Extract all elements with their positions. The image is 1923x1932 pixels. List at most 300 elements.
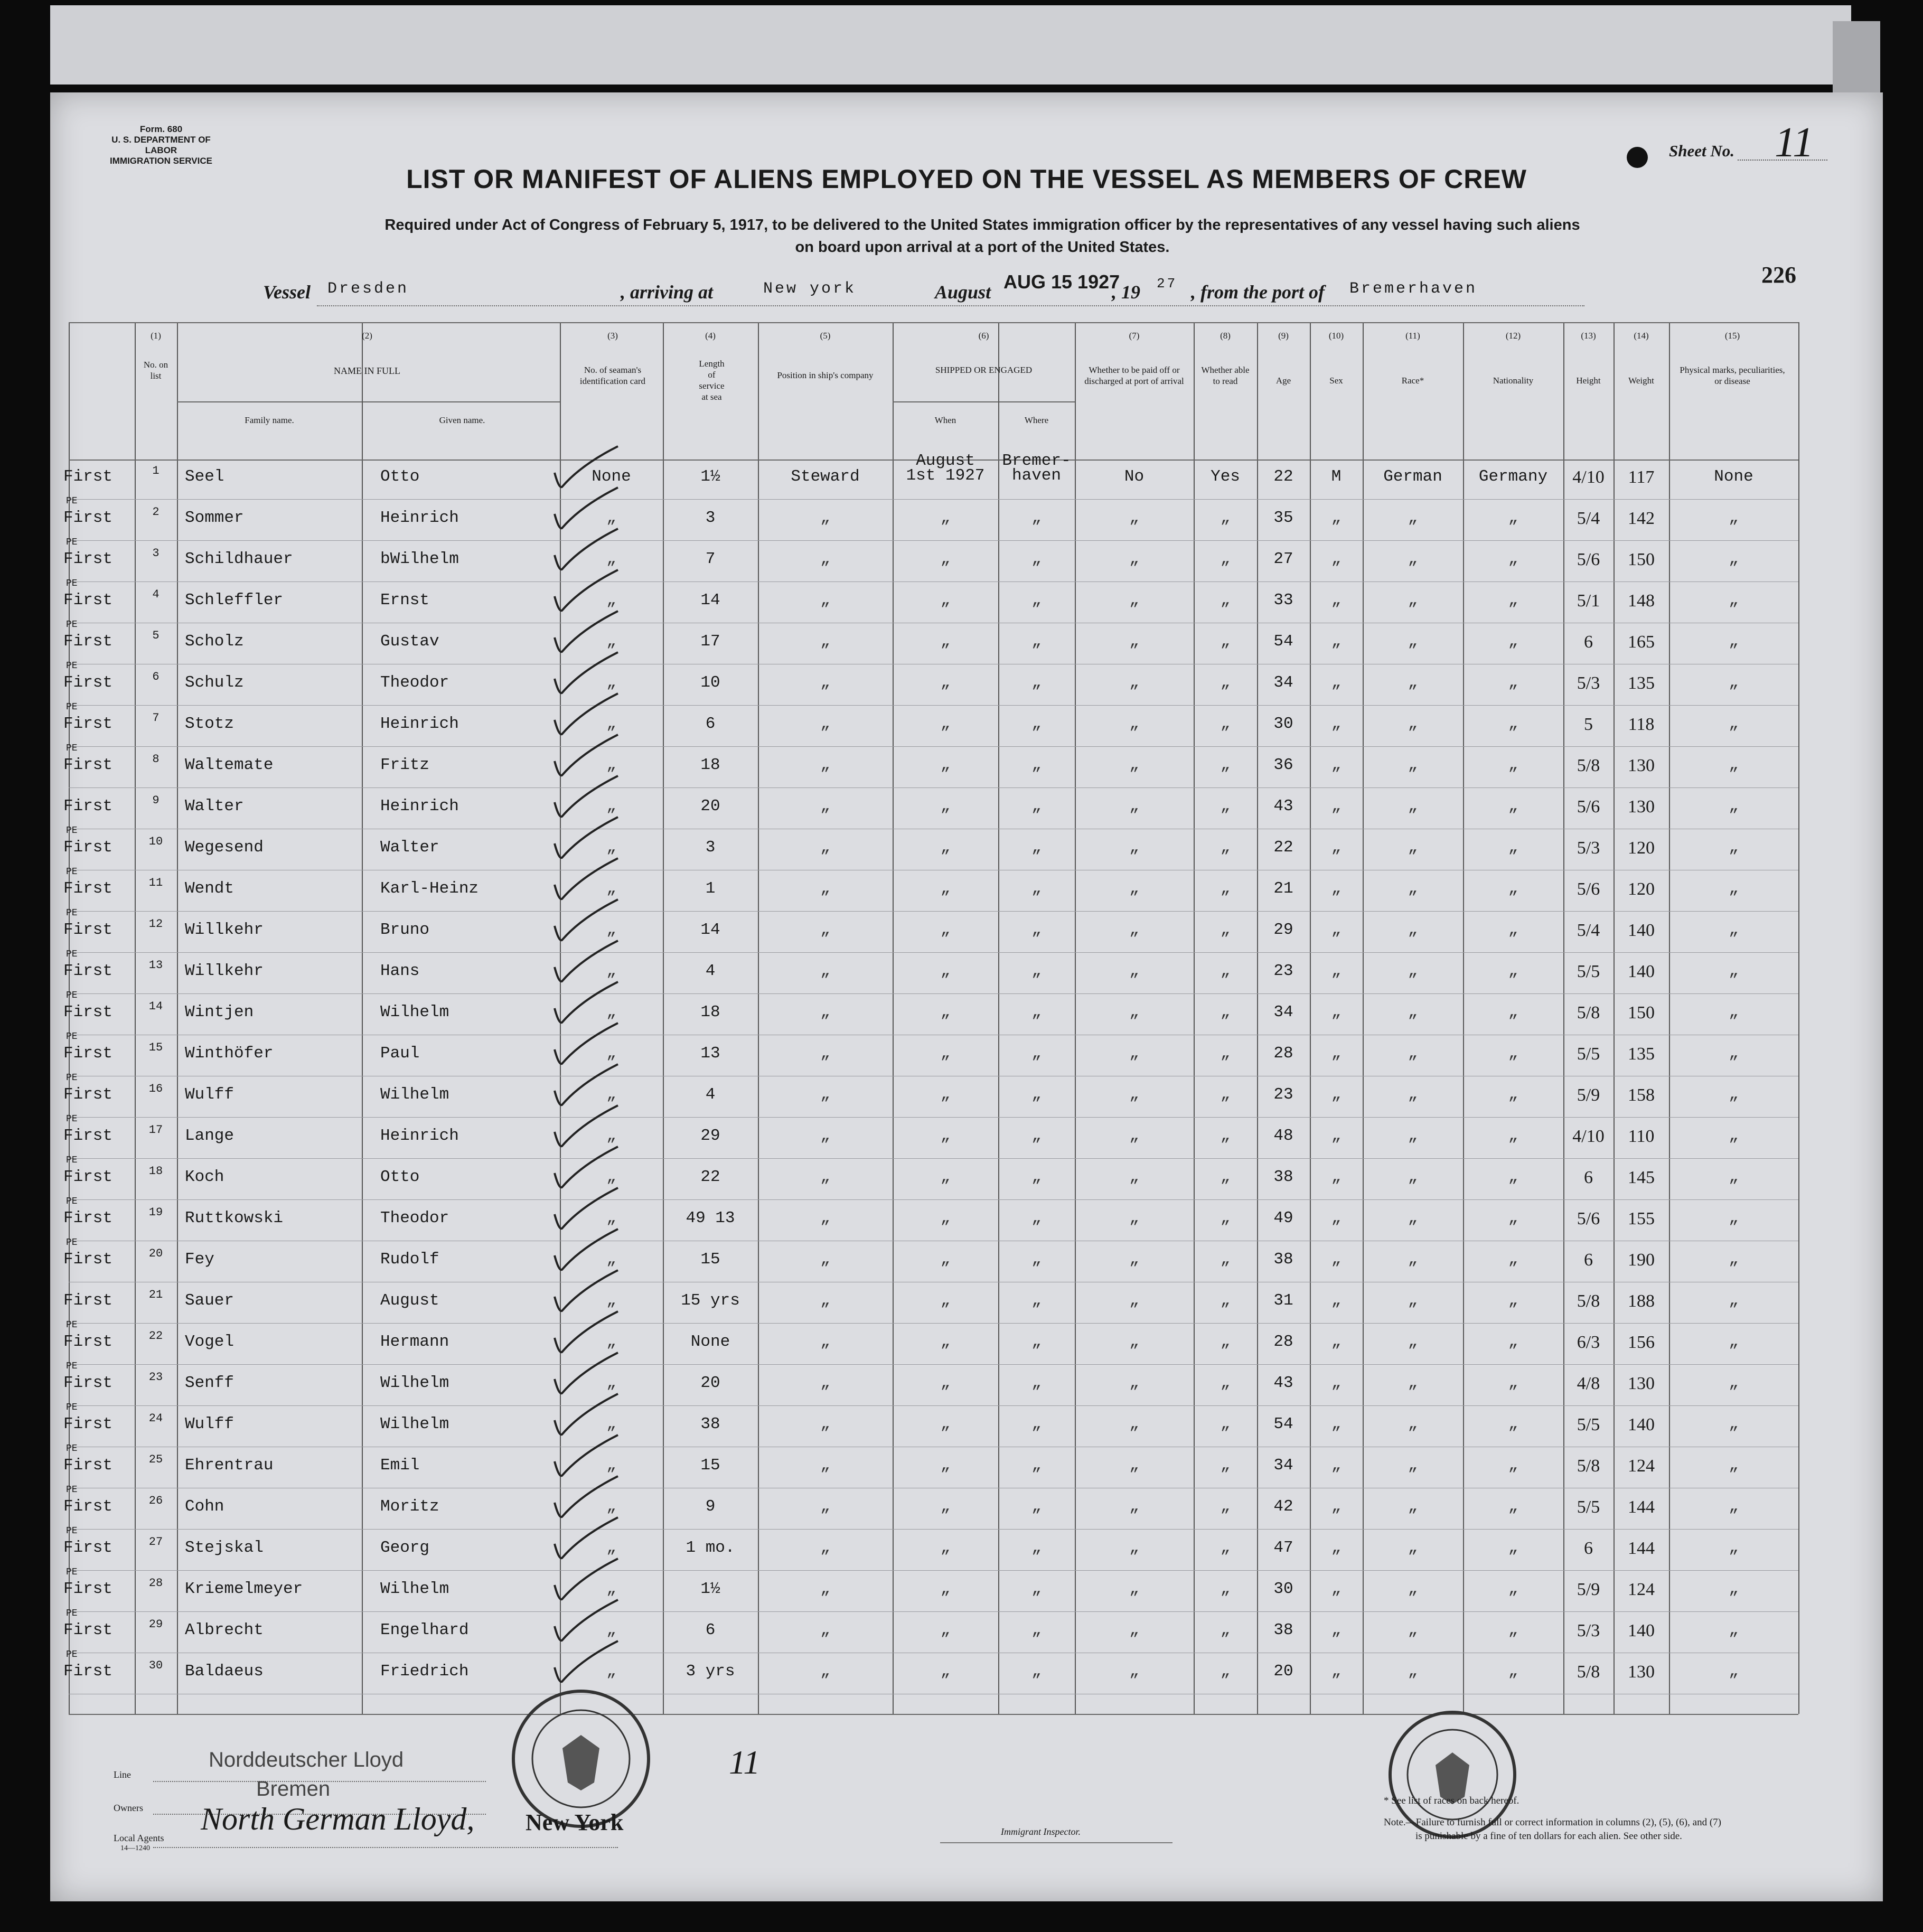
arriving-label: , arriving at: [621, 282, 714, 303]
id-card: „: [606, 1662, 616, 1681]
id-card: „: [606, 921, 616, 939]
position: „: [820, 550, 830, 568]
paid-off: „: [1129, 1127, 1139, 1145]
id-card: „: [606, 673, 616, 692]
check-mark-icon: [549, 938, 623, 986]
sex: „: [1331, 1209, 1342, 1227]
race: „: [1408, 1333, 1418, 1351]
given-name: Walter: [380, 838, 439, 857]
col5-number: (5): [820, 331, 831, 341]
able-to-read: „: [1220, 632, 1231, 651]
row-number: 28: [148, 1577, 163, 1590]
punch-hole-icon: [1627, 147, 1648, 168]
check-mark-icon: [549, 1020, 623, 1068]
family-name: Wintjen: [185, 1003, 254, 1021]
race: „: [1408, 962, 1418, 980]
class-cell: First: [63, 1127, 113, 1145]
sheet-number-value: 11: [1775, 119, 1814, 166]
weight: 140: [1628, 921, 1655, 940]
col5-label: Position in ship's company: [777, 370, 874, 380]
able-to-read: „: [1220, 1456, 1231, 1475]
class-cell: First: [63, 962, 113, 980]
pe-mark: PE: [66, 1155, 78, 1166]
pe-mark: PE: [66, 1485, 78, 1495]
able-to-read: „: [1220, 591, 1231, 609]
check-mark-icon: [549, 1432, 623, 1480]
check-mark-icon: [549, 608, 623, 656]
given-name: Wilhelm: [380, 1580, 449, 1598]
agents-code: 14—1240: [120, 1844, 150, 1852]
service-length: 15: [700, 1250, 720, 1269]
shipped-where: „: [1031, 1250, 1042, 1269]
nationality: „: [1508, 1003, 1518, 1021]
weight: 165: [1628, 632, 1655, 652]
physical-marks: „: [1729, 879, 1739, 898]
paid-off: „: [1129, 797, 1139, 815]
id-card: „: [606, 1085, 616, 1104]
race: „: [1408, 1085, 1418, 1104]
height: 5/8: [1577, 1662, 1600, 1682]
sex: „: [1331, 550, 1342, 568]
sex: „: [1331, 715, 1342, 733]
nationality: „: [1508, 1333, 1518, 1351]
id-card: „: [606, 756, 616, 774]
able-to-read: „: [1220, 1003, 1231, 1021]
nationality: „: [1508, 838, 1518, 857]
nationality: „: [1508, 591, 1518, 609]
pe-mark: PE: [66, 908, 78, 918]
col7-number: (7): [1129, 331, 1140, 341]
position: „: [820, 1333, 830, 1351]
paid-off: „: [1129, 1621, 1139, 1639]
family-name: Stotz: [185, 715, 234, 733]
row-number: 3: [152, 547, 160, 560]
class-cell: First: [63, 797, 113, 815]
class-cell: First: [63, 1497, 113, 1516]
paid-off: „: [1129, 1291, 1139, 1310]
shipped-when: „: [940, 1662, 951, 1681]
inspector-label: Immigrant Inspector.: [1001, 1826, 1081, 1837]
class-cell: First: [63, 1209, 113, 1227]
col6-when-label: When: [934, 415, 956, 425]
physical-marks: „: [1729, 1044, 1739, 1063]
able-to-read: „: [1220, 550, 1231, 568]
id-card: „: [606, 591, 616, 609]
id-card: „: [606, 1291, 616, 1310]
given-name: Hans: [380, 962, 420, 980]
sex: „: [1331, 632, 1342, 651]
physical-marks: „: [1729, 632, 1739, 651]
pe-mark: PE: [66, 1526, 78, 1536]
family-name: Ehrentrau: [185, 1456, 274, 1475]
age: 21: [1273, 879, 1293, 898]
shipped-where: „: [1031, 1456, 1042, 1475]
position: „: [820, 1085, 830, 1104]
nationality: „: [1508, 1415, 1518, 1433]
check-mark-icon: [549, 1144, 623, 1192]
class-cell: First: [63, 1003, 113, 1021]
col2-family-label: Family name.: [245, 415, 294, 425]
col8-number: (8): [1220, 331, 1231, 341]
id-card: „: [606, 1127, 616, 1145]
height: 5/8: [1577, 1456, 1600, 1476]
race: „: [1408, 632, 1418, 651]
shipped-where: „: [1031, 1539, 1042, 1557]
pe-mark: PE: [66, 620, 78, 630]
nationality: „: [1508, 632, 1518, 651]
col11-label: Race*: [1401, 376, 1424, 386]
row-rule: [69, 1611, 1798, 1612]
paid-off: „: [1129, 1374, 1139, 1392]
arrival-month: August: [935, 282, 991, 303]
paid-off: „: [1129, 673, 1139, 692]
check-mark-icon: [549, 1556, 623, 1603]
service-length: 9: [705, 1497, 716, 1516]
nationality: „: [1508, 1580, 1518, 1598]
check-mark-icon: [549, 979, 623, 1027]
weight: 144: [1628, 1497, 1655, 1517]
height: 5/3: [1577, 673, 1600, 693]
sex: „: [1331, 1580, 1342, 1598]
service-length: 3: [705, 509, 716, 527]
weight: 124: [1628, 1456, 1655, 1476]
service-length: 14: [700, 921, 720, 939]
line-value: Norddeutscher Lloyd: [209, 1748, 404, 1771]
position: „: [820, 1539, 830, 1557]
paid-off: „: [1129, 1456, 1139, 1475]
nationality: „: [1508, 1539, 1518, 1557]
row-rule: [69, 952, 1798, 953]
shipped-where: „: [1031, 1333, 1042, 1351]
sheet-number-label: Sheet No.: [1669, 142, 1734, 160]
weight: 135: [1628, 673, 1655, 693]
class-cell: First: [63, 673, 113, 692]
service-length: 17: [700, 632, 720, 651]
family-name: Sommer: [185, 509, 244, 527]
row-rule: [69, 911, 1798, 912]
position: „: [820, 921, 830, 939]
height: 5/1: [1577, 591, 1600, 611]
row-number: 15: [148, 1041, 163, 1054]
weight: 124: [1628, 1580, 1655, 1599]
row-number: 23: [148, 1371, 163, 1384]
paid-off: „: [1129, 1539, 1139, 1557]
sex: „: [1331, 797, 1342, 815]
height: 5/9: [1577, 1580, 1600, 1599]
row-rule: [69, 705, 1798, 706]
nationality: „: [1508, 1209, 1518, 1227]
able-to-read: „: [1220, 1621, 1231, 1639]
race: „: [1408, 797, 1418, 815]
paid-off: „: [1129, 715, 1139, 733]
check-mark-icon: [549, 650, 623, 697]
nationality: „: [1508, 962, 1518, 980]
check-mark-icon: [549, 1062, 623, 1109]
nationality: „: [1508, 1621, 1518, 1639]
pe-mark: PE: [66, 1196, 78, 1207]
row-number: 16: [148, 1082, 163, 1095]
family-name: Sauer: [185, 1291, 234, 1310]
shipped-when: „: [940, 879, 951, 898]
service-length: 29: [700, 1127, 720, 1145]
sex: „: [1331, 1333, 1342, 1351]
agents-city: New York: [526, 1809, 624, 1835]
weight: 158: [1628, 1085, 1655, 1105]
row-number: 10: [148, 835, 163, 848]
paid-off: „: [1129, 1333, 1139, 1351]
able-to-read: „: [1220, 1250, 1231, 1269]
race-footnote: * See list of races on back hereof.: [1384, 1795, 1519, 1806]
sex: „: [1331, 838, 1342, 857]
able-to-read: „: [1220, 1044, 1231, 1063]
weight: 110: [1628, 1127, 1655, 1146]
col14-label: Weight: [1628, 376, 1654, 386]
shipped-where: „: [1031, 1003, 1042, 1021]
service-length: 14: [700, 591, 720, 609]
sex: „: [1331, 1003, 1342, 1021]
position: „: [820, 1003, 830, 1021]
paid-off: „: [1129, 1662, 1139, 1681]
nationality: „: [1508, 1127, 1518, 1145]
class-cell: First: [63, 1044, 113, 1063]
pe-mark: PE: [66, 1402, 78, 1413]
sex: „: [1331, 1085, 1342, 1104]
sex: „: [1331, 591, 1342, 609]
position: „: [820, 1044, 830, 1063]
race: „: [1408, 1127, 1418, 1145]
sex: „: [1331, 1168, 1342, 1186]
age: 38: [1273, 1250, 1293, 1269]
shipped-when: „: [940, 1127, 951, 1145]
able-to-read: „: [1220, 756, 1231, 774]
shipped-when: „: [940, 1415, 951, 1433]
page-subtitle: [296, 214, 1669, 258]
given-name: Georg: [380, 1539, 430, 1557]
id-card: „: [606, 962, 616, 980]
class-cell: First: [63, 1291, 113, 1310]
row-number: 11: [148, 876, 163, 889]
weight: 156: [1628, 1333, 1655, 1352]
age: 31: [1273, 1291, 1293, 1310]
age: 33: [1273, 591, 1293, 609]
id-card: „: [606, 1003, 616, 1021]
given-name: Paul: [380, 1044, 420, 1063]
family-name: Wulff: [185, 1085, 234, 1104]
height: 5/9: [1577, 1085, 1600, 1105]
row-number: 22: [148, 1329, 163, 1343]
race: „: [1408, 838, 1418, 857]
paid-off: „: [1129, 1044, 1139, 1063]
position: „: [820, 509, 830, 527]
row-number: 5: [152, 629, 160, 642]
service-length: 3 yrs: [686, 1662, 735, 1681]
shipped-where: Bremer-: [1002, 452, 1071, 470]
physical-marks: „: [1729, 962, 1739, 980]
check-mark-icon: [549, 1597, 623, 1645]
shipped-when: „: [940, 632, 951, 651]
position: „: [820, 1456, 830, 1475]
col12-number: (12): [1505, 331, 1521, 341]
id-card: „: [606, 879, 616, 898]
sex: „: [1331, 1662, 1342, 1681]
physical-marks: „: [1729, 1621, 1739, 1639]
physical-marks: „: [1729, 550, 1739, 568]
height: 5/5: [1577, 962, 1600, 981]
race: German: [1383, 467, 1442, 486]
check-mark-icon: [549, 1185, 623, 1233]
shipped-where: „: [1031, 1415, 1042, 1433]
shipped-subheader-rule: [893, 401, 1075, 402]
check-mark-icon: [549, 1268, 623, 1315]
physical-marks: „: [1729, 1291, 1739, 1310]
pe-mark: PE: [66, 537, 78, 548]
race: „: [1408, 1291, 1418, 1310]
col6-where-label: Where: [1024, 415, 1049, 425]
physical-marks: „: [1729, 1456, 1739, 1475]
nationality: „: [1508, 756, 1518, 774]
shipped-where: „: [1031, 715, 1042, 733]
pe-mark: PE: [66, 867, 78, 877]
physical-marks: „: [1729, 509, 1739, 527]
agents-rule: [153, 1847, 618, 1848]
weight: 117: [1628, 467, 1655, 487]
physical-marks: „: [1729, 715, 1739, 733]
row-number: 29: [148, 1618, 163, 1631]
subcolumn-rule: [998, 401, 999, 459]
row-number: 13: [148, 959, 163, 972]
nationality: „: [1508, 1662, 1518, 1681]
weight: 150: [1628, 550, 1655, 569]
sex: „: [1331, 509, 1342, 527]
physical-marks: „: [1729, 797, 1739, 815]
family-name: Cohn: [185, 1497, 224, 1516]
check-mark-icon: [549, 1309, 623, 1356]
shipped-when: „: [940, 1168, 951, 1186]
age: 30: [1273, 715, 1293, 733]
row-number: 4: [152, 588, 160, 601]
position: „: [820, 1621, 830, 1639]
row-number: 25: [148, 1453, 163, 1466]
col14-number: (14): [1634, 331, 1649, 341]
row-number: 1: [152, 464, 160, 477]
class-cell: First: [63, 1085, 113, 1104]
shipped-when: „: [940, 550, 951, 568]
family-name: Koch: [185, 1168, 224, 1186]
pe-mark: PE: [66, 826, 78, 836]
class-cell: First: [63, 838, 113, 857]
check-mark-icon: [549, 773, 623, 821]
col4-label: Length of service at sea: [699, 359, 725, 402]
able-to-read: „: [1220, 962, 1231, 980]
race: „: [1408, 1621, 1418, 1639]
service-length: 10: [700, 673, 720, 692]
background-sheet-edge: [50, 5, 1851, 85]
weight: 142: [1628, 509, 1655, 528]
nationality: „: [1508, 1168, 1518, 1186]
position: „: [820, 1497, 830, 1516]
height: 5/3: [1577, 838, 1600, 858]
row-number: 21: [148, 1288, 163, 1301]
position: „: [820, 797, 830, 815]
column-rule: [1798, 322, 1799, 1714]
service-name: IMMIGRATION SERVICE: [110, 156, 212, 166]
age: 22: [1273, 467, 1293, 486]
race: „: [1408, 1415, 1418, 1433]
physical-marks: „: [1729, 1539, 1739, 1557]
page-title: LIST OR MANIFEST OF ALIENS EMPLOYED ON THE VESSEL AS MEMBERS OF CREW: [406, 164, 1527, 194]
physical-marks: „: [1729, 756, 1739, 774]
race: „: [1408, 1044, 1418, 1063]
age: 34: [1273, 1003, 1293, 1021]
race: „: [1408, 1539, 1418, 1557]
given-name: Moritz: [380, 1497, 439, 1516]
able-to-read: „: [1220, 879, 1231, 898]
race: „: [1408, 1168, 1418, 1186]
col13-label: Height: [1576, 376, 1601, 386]
weight: 190: [1628, 1250, 1655, 1270]
physical-marks: „: [1729, 591, 1739, 609]
position: „: [820, 1291, 830, 1310]
col3-number: (3): [607, 331, 618, 341]
height: 5/4: [1577, 921, 1600, 940]
service-length: 4: [705, 962, 716, 980]
paid-off: „: [1129, 1209, 1139, 1227]
weight: 140: [1628, 962, 1655, 981]
class-cell: First: [63, 1374, 113, 1392]
shipped-where: „: [1031, 1497, 1042, 1516]
physical-marks: „: [1729, 1497, 1739, 1516]
sex: „: [1331, 1044, 1342, 1063]
able-to-read: „: [1220, 1168, 1231, 1186]
sex: „: [1331, 673, 1342, 692]
paid-off: „: [1129, 756, 1139, 774]
given-name: Wilhelm: [380, 1374, 449, 1392]
age: 43: [1273, 1374, 1293, 1392]
position: „: [820, 1168, 830, 1186]
check-mark-icon: [549, 691, 623, 738]
agents-handwritten: North German Lloyd,: [201, 1802, 475, 1836]
id-card: „: [606, 1374, 616, 1392]
col9-label: Age: [1275, 376, 1291, 386]
pe-mark: PE: [66, 578, 78, 589]
race: „: [1408, 591, 1418, 609]
race: „: [1408, 1580, 1418, 1598]
physical-marks: „: [1729, 1003, 1739, 1021]
height: 6: [1584, 1539, 1593, 1558]
row-number: 20: [148, 1247, 163, 1260]
able-to-read: „: [1220, 1662, 1231, 1681]
shipped-where: „: [1031, 1291, 1042, 1310]
service-length: 49 13: [686, 1209, 735, 1227]
weight: 145: [1628, 1168, 1655, 1187]
weight: 130: [1628, 1374, 1655, 1393]
sex: „: [1331, 1456, 1342, 1475]
vessel-line-rule: [317, 305, 1584, 306]
row-number: 30: [148, 1659, 163, 1672]
paid-off: „: [1129, 838, 1139, 857]
col13-number: (13): [1581, 331, 1596, 341]
physical-marks: „: [1729, 1168, 1739, 1186]
age: 38: [1273, 1621, 1293, 1639]
shipped-when: „: [940, 509, 951, 527]
service-length: 18: [700, 756, 720, 774]
nationality: „: [1508, 509, 1518, 527]
nationality: Germany: [1478, 467, 1548, 486]
nationality: „: [1508, 550, 1518, 568]
sex: „: [1331, 1497, 1342, 1516]
shipped-where: „: [1031, 838, 1042, 857]
age: 54: [1273, 1415, 1293, 1433]
